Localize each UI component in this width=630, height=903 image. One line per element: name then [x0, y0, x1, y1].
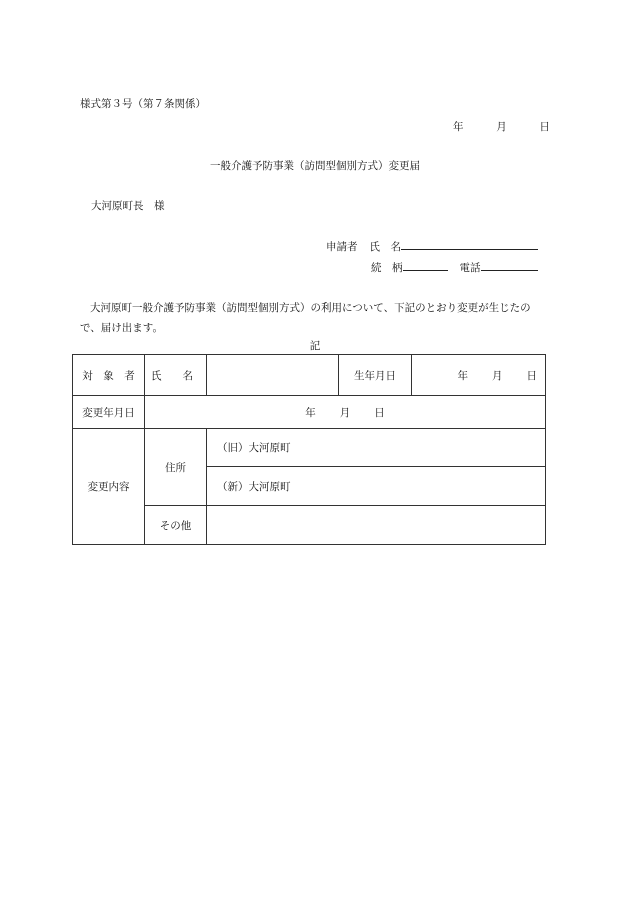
birth-month-label: 月: [492, 369, 503, 382]
other-label: その他: [145, 506, 207, 545]
change-date-cell[interactable]: [145, 396, 546, 429]
name-label-cell: 氏 名: [145, 355, 207, 396]
applicant-label: 申請者: [326, 241, 358, 253]
ki-marker: 記: [309, 340, 321, 352]
old-address-cell[interactable]: （旧）大河原町: [207, 429, 546, 467]
change-form-table: [72, 354, 546, 545]
change-month-label: 月: [339, 406, 351, 419]
table-row: [73, 355, 546, 396]
document-title: 一般介護予防事業（訪問型個別方式）変更届: [210, 160, 420, 172]
address-label: 住所: [145, 429, 207, 506]
name-label: 氏 名: [369, 241, 401, 253]
name-underline[interactable]: [401, 237, 538, 250]
table-row: [73, 396, 546, 429]
date-year-label: 年: [453, 121, 464, 133]
change-content-label: 変更内容: [73, 429, 145, 545]
birth-date-label: 生年月日: [339, 355, 412, 396]
change-date-label: 変更年月日: [73, 396, 145, 429]
date-day-label: 日: [539, 121, 550, 133]
new-address-cell[interactable]: （新）大河原町: [207, 467, 546, 506]
birth-date-cell[interactable]: [412, 355, 546, 396]
form-number: 様式第３号（第７条関係）: [80, 98, 206, 110]
date-month-label: 月: [496, 121, 507, 133]
submission-date: [453, 119, 550, 134]
relation-underline[interactable]: [403, 258, 448, 271]
phone-underline[interactable]: [481, 258, 538, 271]
phone-label: 電話: [459, 262, 481, 274]
relation-label: 続 柄: [371, 262, 403, 274]
applicant-relation-line: [371, 258, 538, 275]
body-text: 大河原町一般介護予防事業（訪問型個別方式）の利用について、下記のとおり変更が生じたので、届け出ます。: [80, 302, 531, 334]
applicant-name-line: [326, 237, 538, 254]
subject-label: 対 象 者: [73, 355, 145, 396]
addressee: 大河原町長 様: [91, 200, 165, 212]
other-value-cell[interactable]: [207, 506, 546, 545]
birth-year-label: 年: [457, 369, 468, 382]
birth-day-label: 日: [526, 369, 537, 382]
table-row: [73, 429, 546, 467]
name-value-cell[interactable]: [207, 355, 339, 396]
change-day-label: 日: [374, 406, 385, 419]
change-year-label: 年: [305, 406, 316, 419]
